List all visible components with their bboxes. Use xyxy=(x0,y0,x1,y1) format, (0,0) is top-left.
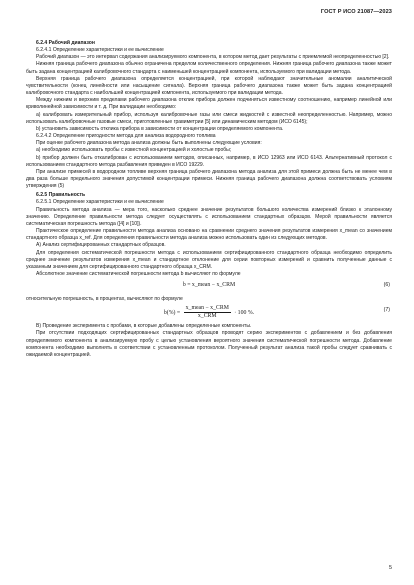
formula-7 xyxy=(26,303,392,323)
paragraph: Между нижним и верхним пределами рабочего диапазона отклик прибора должен подчиняться известному соотношению, например линейной или криволинейной зависимости и т. д. При валидации необходимо: xyxy=(26,97,392,111)
paragraph: Для определения систематической погрешности метода с использованием сертифицированного стандартного образца необходимо определить среднее значение результатов измерения x_mean и стандартное отклонение для серии повторных измерений и сравнить полученные данные с указанным значением для сертифицированного стандартного образца x_CRM. xyxy=(26,249,392,270)
list-item: В) Проведение эксперимента с пробами, в которые добавлены определенные компоненты. xyxy=(36,323,252,330)
paragraph: При отсутствии подходящих сертифицированных стандартных образцов проводят серию экспериментов с добавлением и без добавления определяемого компонента в анализируемую пробу с целью установления вероятного значения систематической погрешности метода. Добавление компонента необходимо выполнять в соответствии с установленным протоколом. Полученный результат анализа такой пробы следует сравнивать с ожидаемой концентрацией. xyxy=(26,330,392,358)
paragraph: При оценке рабочего диапазона метода анализа должны быть выполнены следующие условия: xyxy=(36,140,262,147)
list-item: А) Анализ сертифицированных стандартных образцов. xyxy=(36,242,166,249)
formula-7-expression xyxy=(26,305,392,320)
formula-7-rhs: · 100 %. xyxy=(234,310,255,317)
page-number: 5 xyxy=(389,565,392,571)
formula-7-numerator: x_mean − x_CRM xyxy=(184,305,231,313)
heading-6-2-4: 6.2.4 Рабочий диапазон xyxy=(36,40,95,46)
paragraph: Правильность метода анализа — мера того, насколько среднее значение результатов большого количества измерений близко к эталонному значению. Определение правильности метода следует осуществлять с использованием стандартных образцов. Мерой правильности является систематическая погрешность метода ([4] и [10]). xyxy=(26,206,392,227)
paragraph: Практическое определение правильности метода анализа основано на сравнении среднего значения результатов измерения x_mean со значением стандартного образца x_ref. Для определения правильности метода анализа можно использовать один из следующих методов. xyxy=(26,228,392,242)
formula-7-fraction xyxy=(184,305,231,320)
subheading-6-2-4-1: 6.2.4.1 Определение характеристики и ее вычисление xyxy=(36,47,164,54)
standard-header: ГОСТ Р ИСО 21087—2023 xyxy=(320,9,392,15)
formula-6-number: (6) xyxy=(383,282,390,289)
list-item: а) необходимо использовать пробы с известной концентрацией и холостые пробы; xyxy=(36,147,232,154)
subheading-6-2-4-2: 6.2.4.2 Определение пригодности метода для анализа водородного топлива xyxy=(36,133,216,140)
list-item: b) прибор должен быть откалиброван с использованием методов, описанных, например, в ИСО 12963 или ИСО 6143. Альтернативный протокол с использованием стандартного метода разбавления приведен в ИСО 19229. xyxy=(26,154,392,168)
list-item: b) установить зависимость отклика прибора в зависимости от концентрации определяемого компонента. xyxy=(36,125,284,132)
paragraph: Нижняя граница рабочего диапазона обычно ограничена пределом количественного определения. Нижняя граница рабочего диапазона также может быть задана концентрацией калибровочного стандарта с наименьшей концентрацией компонента, используемого при валидации метода. xyxy=(26,61,392,75)
formula-7-number: (7) xyxy=(383,307,390,314)
formula-7-lhs: b(%) = xyxy=(163,310,181,317)
list-item: а) калибровать измерительный прибор, используя калибровочные газы или смеси жидкостей с известной неопределенностью. Например, можно использовать калибровочные газовые смеси, приготовленные гравиметрии [5] или динамическим методом (ИСО 6145); xyxy=(26,111,392,125)
paragraph: Верхняя граница рабочего диапазона определяется концентрацией, при которой наблюдают значительные аномалии аналитической чувствительности (конец линейности или насыщение сигнала). Верхняя граница рабочего диапазона также может быть задана концентрацией калибровочного стандарта с наибольшей концентрацией компонента, используемого при валидации метода. xyxy=(26,75,392,97)
formula-6 xyxy=(26,278,392,296)
document-body xyxy=(26,40,392,359)
formula-6-expression: b = x_mean − x_CRM xyxy=(182,282,236,289)
paragraph: Рабочий диапазон — это интервал содержания анализируемого компонента, в котором метод дает результаты с приемлемой неопределенностью [2]. xyxy=(36,54,390,61)
subheading-6-2-5-1: 6.2.5.1 Определение характеристики и ее вычисление xyxy=(36,199,164,206)
paragraph: При анализе примесей в водородном топливе верхняя граница рабочего диапазона метода анализа для этой примеси должна быть не менее чем в два раза больше предельного значения допустимой концентрации примеси. Нижняя граница рабочего диапазона должна соответствовать условиям утверждения (5) xyxy=(26,168,392,190)
paragraph: относительную погрешность, в процентах, вычисляют по формуле xyxy=(26,296,183,303)
heading-6-2-5: 6.2.5 Правильность xyxy=(36,192,86,199)
paragraph: Абсолютное значение систематической погрешности метода b вычисляют по формуле xyxy=(36,271,241,277)
formula-7-denominator: x_CRM xyxy=(197,313,217,320)
